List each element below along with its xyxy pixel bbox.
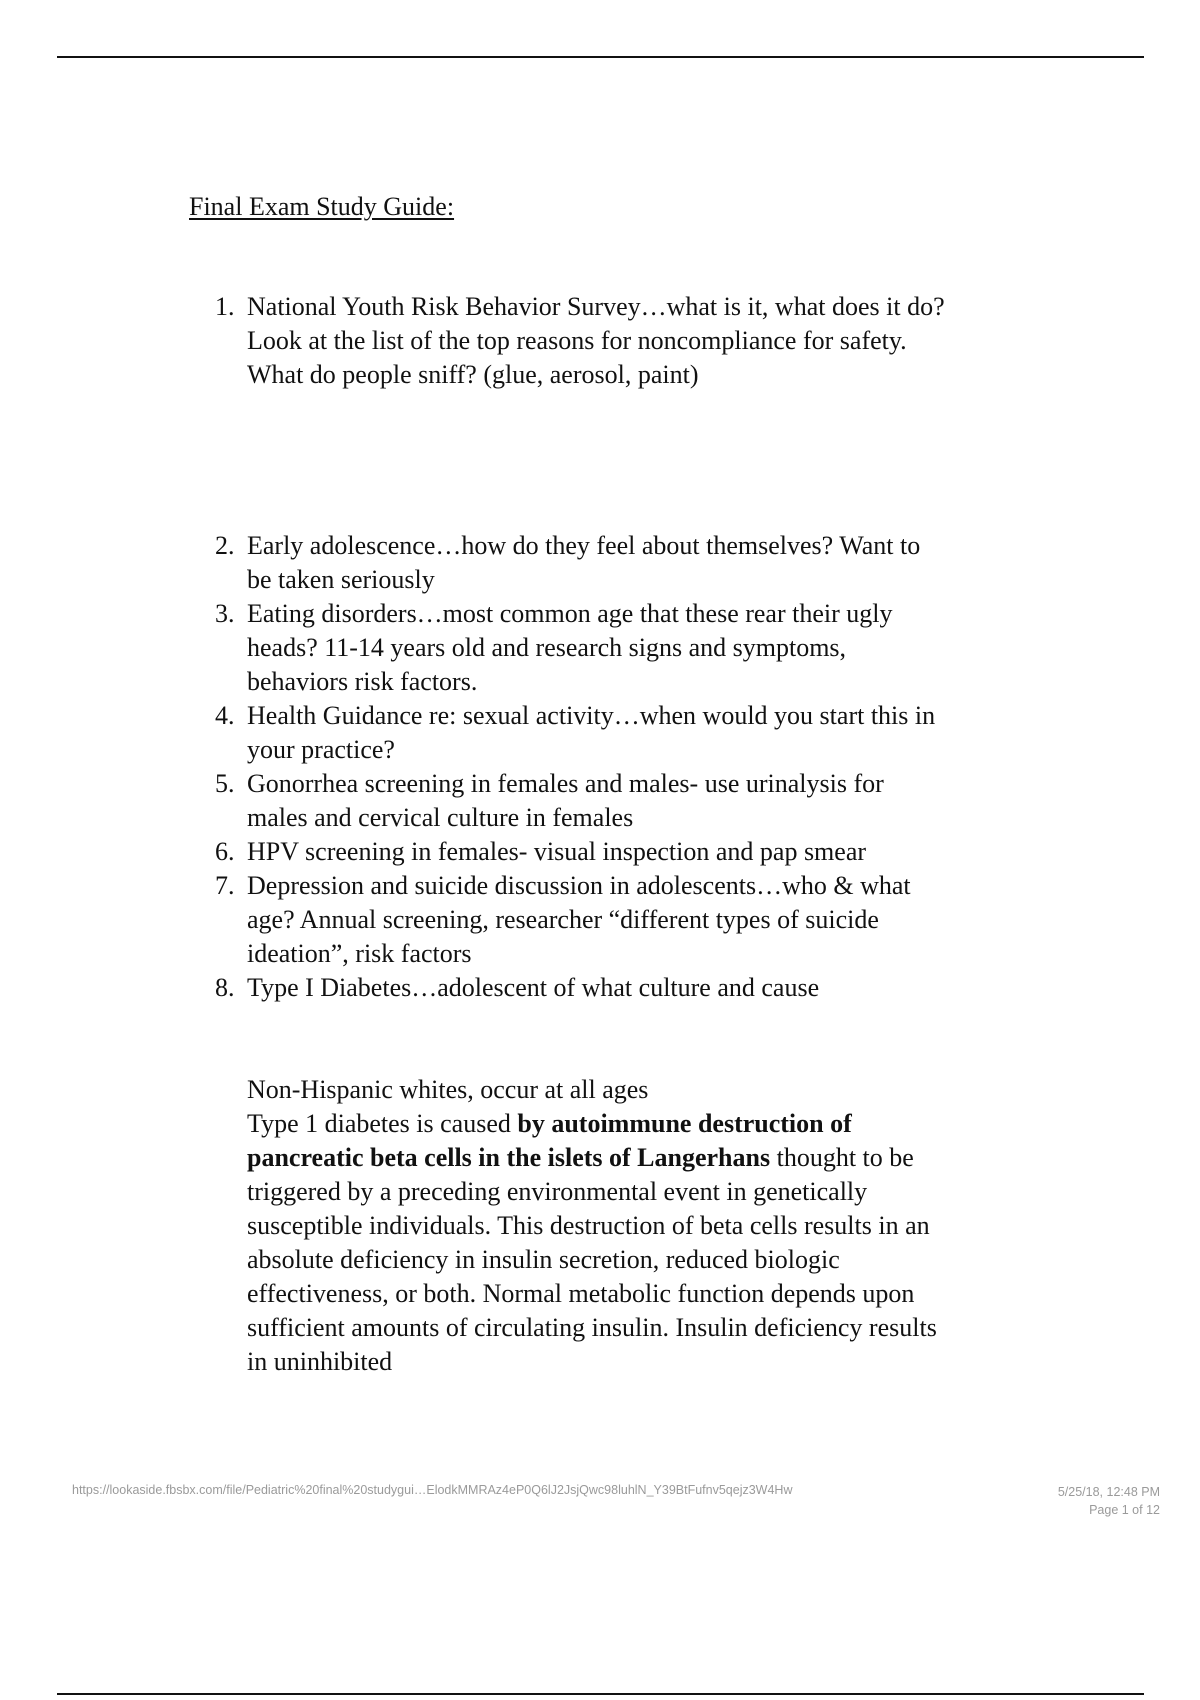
footer-datetime: 5/25/18, 12:48 PM [1057, 1485, 1160, 1499]
item-number: 3. [215, 599, 235, 628]
list-item [215, 767, 947, 835]
study-question-list [215, 290, 947, 392]
item-text: Depression and suicide discussion in adolescents…who & what age? Annual screening, researcher “different types of suicide ideation”, risk factors [247, 871, 911, 968]
diabetes-answer [247, 1073, 947, 1379]
list-item [215, 597, 947, 699]
item-text: Gonorrhea screening in females and males- use urinalysis for males and cervical culture in females [247, 769, 884, 832]
answer-paragraph [247, 1107, 947, 1379]
answer-text-rest: thought to be triggered by a preceding environmental event in genetically susceptible individuals. This destruction of beta cells results in an absolute deficiency in insulin secretion, reduced biologic effectiveness, or both. Normal metabolic function depends upon sufficient amounts of circulating insulin. Insulin deficiency results in uninhibited [247, 1143, 937, 1376]
item-number: 5. [215, 769, 235, 798]
list-item [215, 971, 947, 1005]
answer-text-bold: by autoimmune destruction of pancreatic beta cells in the islets of Langerhans [247, 1109, 852, 1172]
top-divider [57, 56, 1144, 58]
page-title: Final Exam Study Guide: [189, 192, 455, 221]
item-number: 4. [215, 701, 235, 730]
bottom-divider [57, 1693, 1144, 1695]
answer-culture-line: Non-Hispanic whites, occur at all ages [247, 1075, 649, 1104]
list-item [215, 529, 947, 597]
item-text: Eating disorders…most common age that these rear their ugly heads? 11-14 years old and research signs and symptoms, behaviors risk factors. [247, 599, 893, 696]
footer-page-number: Page 1 of 12 [1089, 1503, 1160, 1517]
item-text: Type I Diabetes…adolescent of what culture and cause [247, 973, 820, 1002]
list-item [215, 835, 947, 869]
item-number: 1. [215, 292, 235, 321]
footer-meta [1058, 1483, 1160, 1519]
item-number: 7. [215, 871, 235, 900]
item-number: 8. [215, 973, 235, 1002]
item-text: Health Guidance re: sexual activity…when would you start this in your practice? [247, 701, 936, 764]
list-item [215, 869, 947, 971]
item-text: Early adolescence…how do they feel about themselves? Want to be taken seriously [247, 531, 921, 594]
list-item [215, 290, 947, 392]
item-number: 6. [215, 837, 235, 866]
list-item [215, 699, 947, 767]
study-question-list-continued [215, 529, 947, 1005]
answer-text-intro: Type 1 diabetes is caused [247, 1109, 518, 1138]
item-text: National Youth Risk Behavior Survey…what is it, what does it do? Look at the list of the top reasons for noncompliance for safety. What do people sniff? (glue, aerosol, paint) [247, 292, 945, 389]
item-text: HPV screening in females- visual inspection and pap smear [247, 837, 867, 866]
footer-url: https://lookaside.fbsbx.com/file/Pediatric%20final%20studygui…ElodkMMRAz4eP0Q6lJ2JsjQwc98luhlN_Y39BtFufnv5qejz3W4Hw [72, 1483, 793, 1497]
item-number: 2. [215, 531, 235, 560]
